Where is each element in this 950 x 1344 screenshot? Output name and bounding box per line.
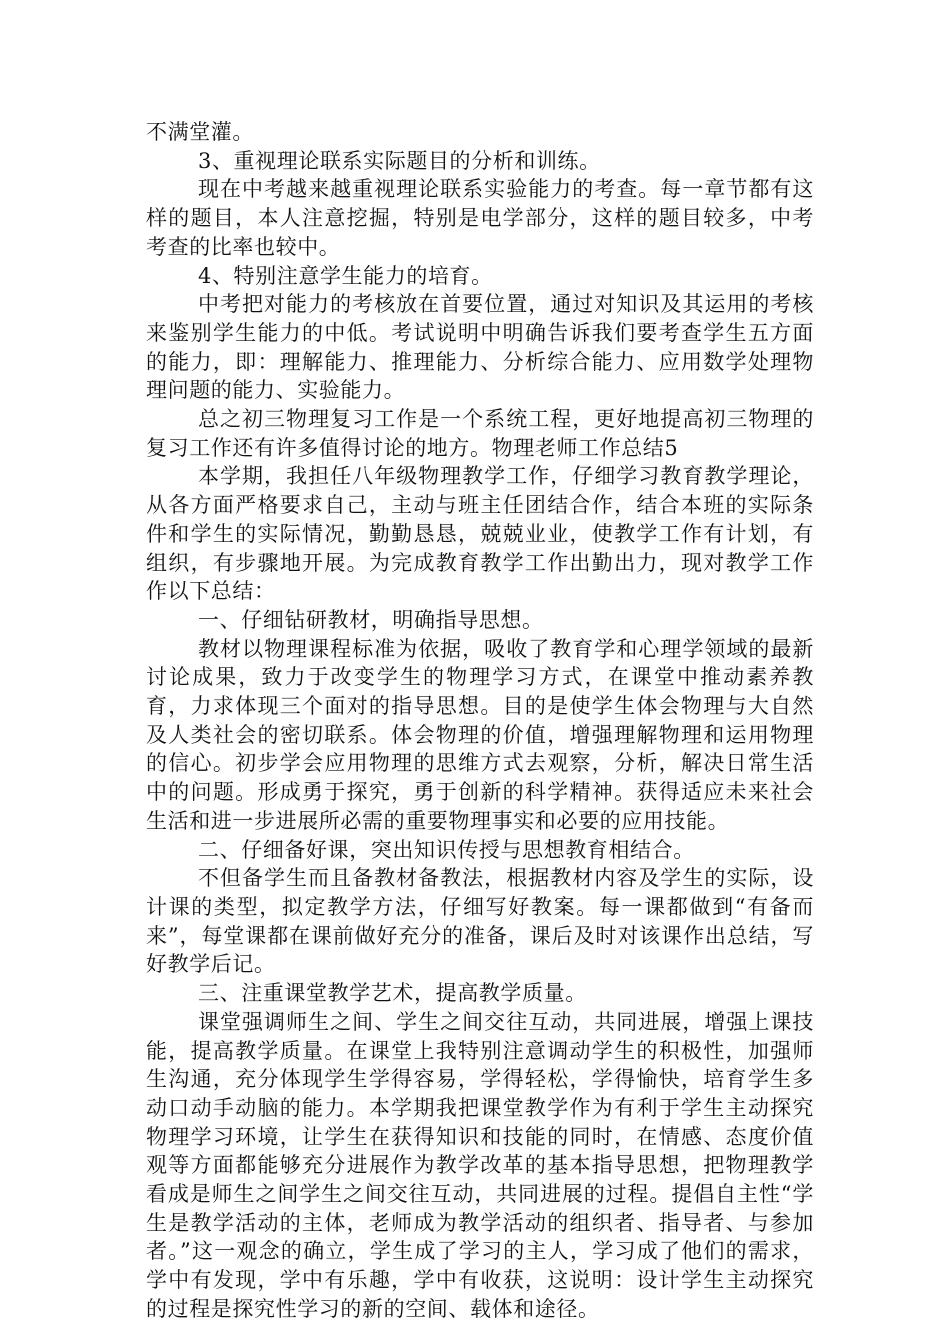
paragraph: 课堂强调师生之间、学生之间交往互动，共同进展，增强上课技能，提高教学质量。在课堂上我特别注意调动学生的积极性，加强师生沟通，充分体现学生学得容易，学得轻松，学得愉快，培育学生多动口动手动脑的能力。本学期我把课堂教学作为有利于学生主动探究物理学习环境，让学生在获得知识和技能的同时，在情感、态度价值观等方面都能够充分进展作为教学改革的基本指导思想，把物理教学看成是师生之间学生之间交往互动，共同进展的过程。提倡自主性“学生是教学活动的主体，老师成为教学活动的组织者、指导者、与参加者。”这一观念的确立，学生成了学习的主人，学习成了他们的需求，学中有发现，学中有乐趣，学中有收获，这说明：设计学生主动探究的过程是探究性学习的新的空间、载体和途径。 — [146, 1009, 814, 1321]
paragraph: 不但备学生而且备教材备教法，根据教材内容及学生的实际，设计课的类型，拟定教学方法，仔细写好教案。每一课都做到“有备而来”，每堂课都在课前做好充分的准备，课后及时对该课作出总结，写好教学后记。 — [146, 866, 814, 977]
paragraph: 中考把对能力的考核放在首要位置，通过对知识及其运用的考核来鉴别学生能力的中低。考试说明中明确告诉我们要考查学生五方面的能力，即：理解能力、推理能力、分析综合能力、应用数学处理物理问题的能力、实验能力。 — [146, 292, 814, 403]
section-heading: 3、重视理论联系实际题目的分析和训练。 — [198, 148, 601, 173]
paragraph: 本学期，我担任八年级物理教学工作，仔细学习教育教学理论，从各方面严格要求自己，主动与班主任团结合作，结合本班的实际条件和学生的实际情况，勤勤恳恳，兢兢业业，使教学工作有计划，有组织，有步骤地开展。为完成教育教学工作出勤出力，现对教学工作作以下总结： — [146, 464, 814, 604]
paragraph: 教材以物理课程标准为依据，吸收了教育学和心理学领域的最新讨论成果，致力于改变学生的物理学习方式，在课堂中推动素养教育，力求体现三个面对的指导思想。目的是使学生体会物理与大自然及人类社会的密切联系。体会物理的价值，增强理解物理和运用物理的信心。初步学会应用物理的思维方式去观察，分析，解决日常生活中的问题。形成勇于探究，勇于创新的科学精神。获得适应未来社会生活和进一步进展所必需的重要物理事实和必要的应用技能。 — [146, 636, 814, 833]
paragraph: 总之初三物理复习工作是一个系统工程，更好地提高初三物理的复习工作还有许多值得讨论的地方。物理老师工作总结5 — [146, 407, 814, 460]
section-heading: 4、特别注意学生能力的培育。 — [198, 263, 493, 288]
section-heading: 三、注重课堂教学艺术，提高教学质量。 — [198, 981, 587, 1006]
document-body — [146, 118, 814, 1324]
paragraph: 现在中考越来越重视理论联系实验能力的考查。每一章节都有这样的题目，本人注意挖掘，特别是电学部分，这样的题目较多，中考考查的比率也较中。 — [146, 177, 814, 259]
paragraph: 不满堂灌。 — [146, 120, 254, 144]
section-heading: 二、仔细备好课，突出知识传授与思想教育相结合。 — [198, 837, 695, 862]
section-heading: 一、仔细钻研教材，明确指导思想。 — [198, 607, 544, 632]
